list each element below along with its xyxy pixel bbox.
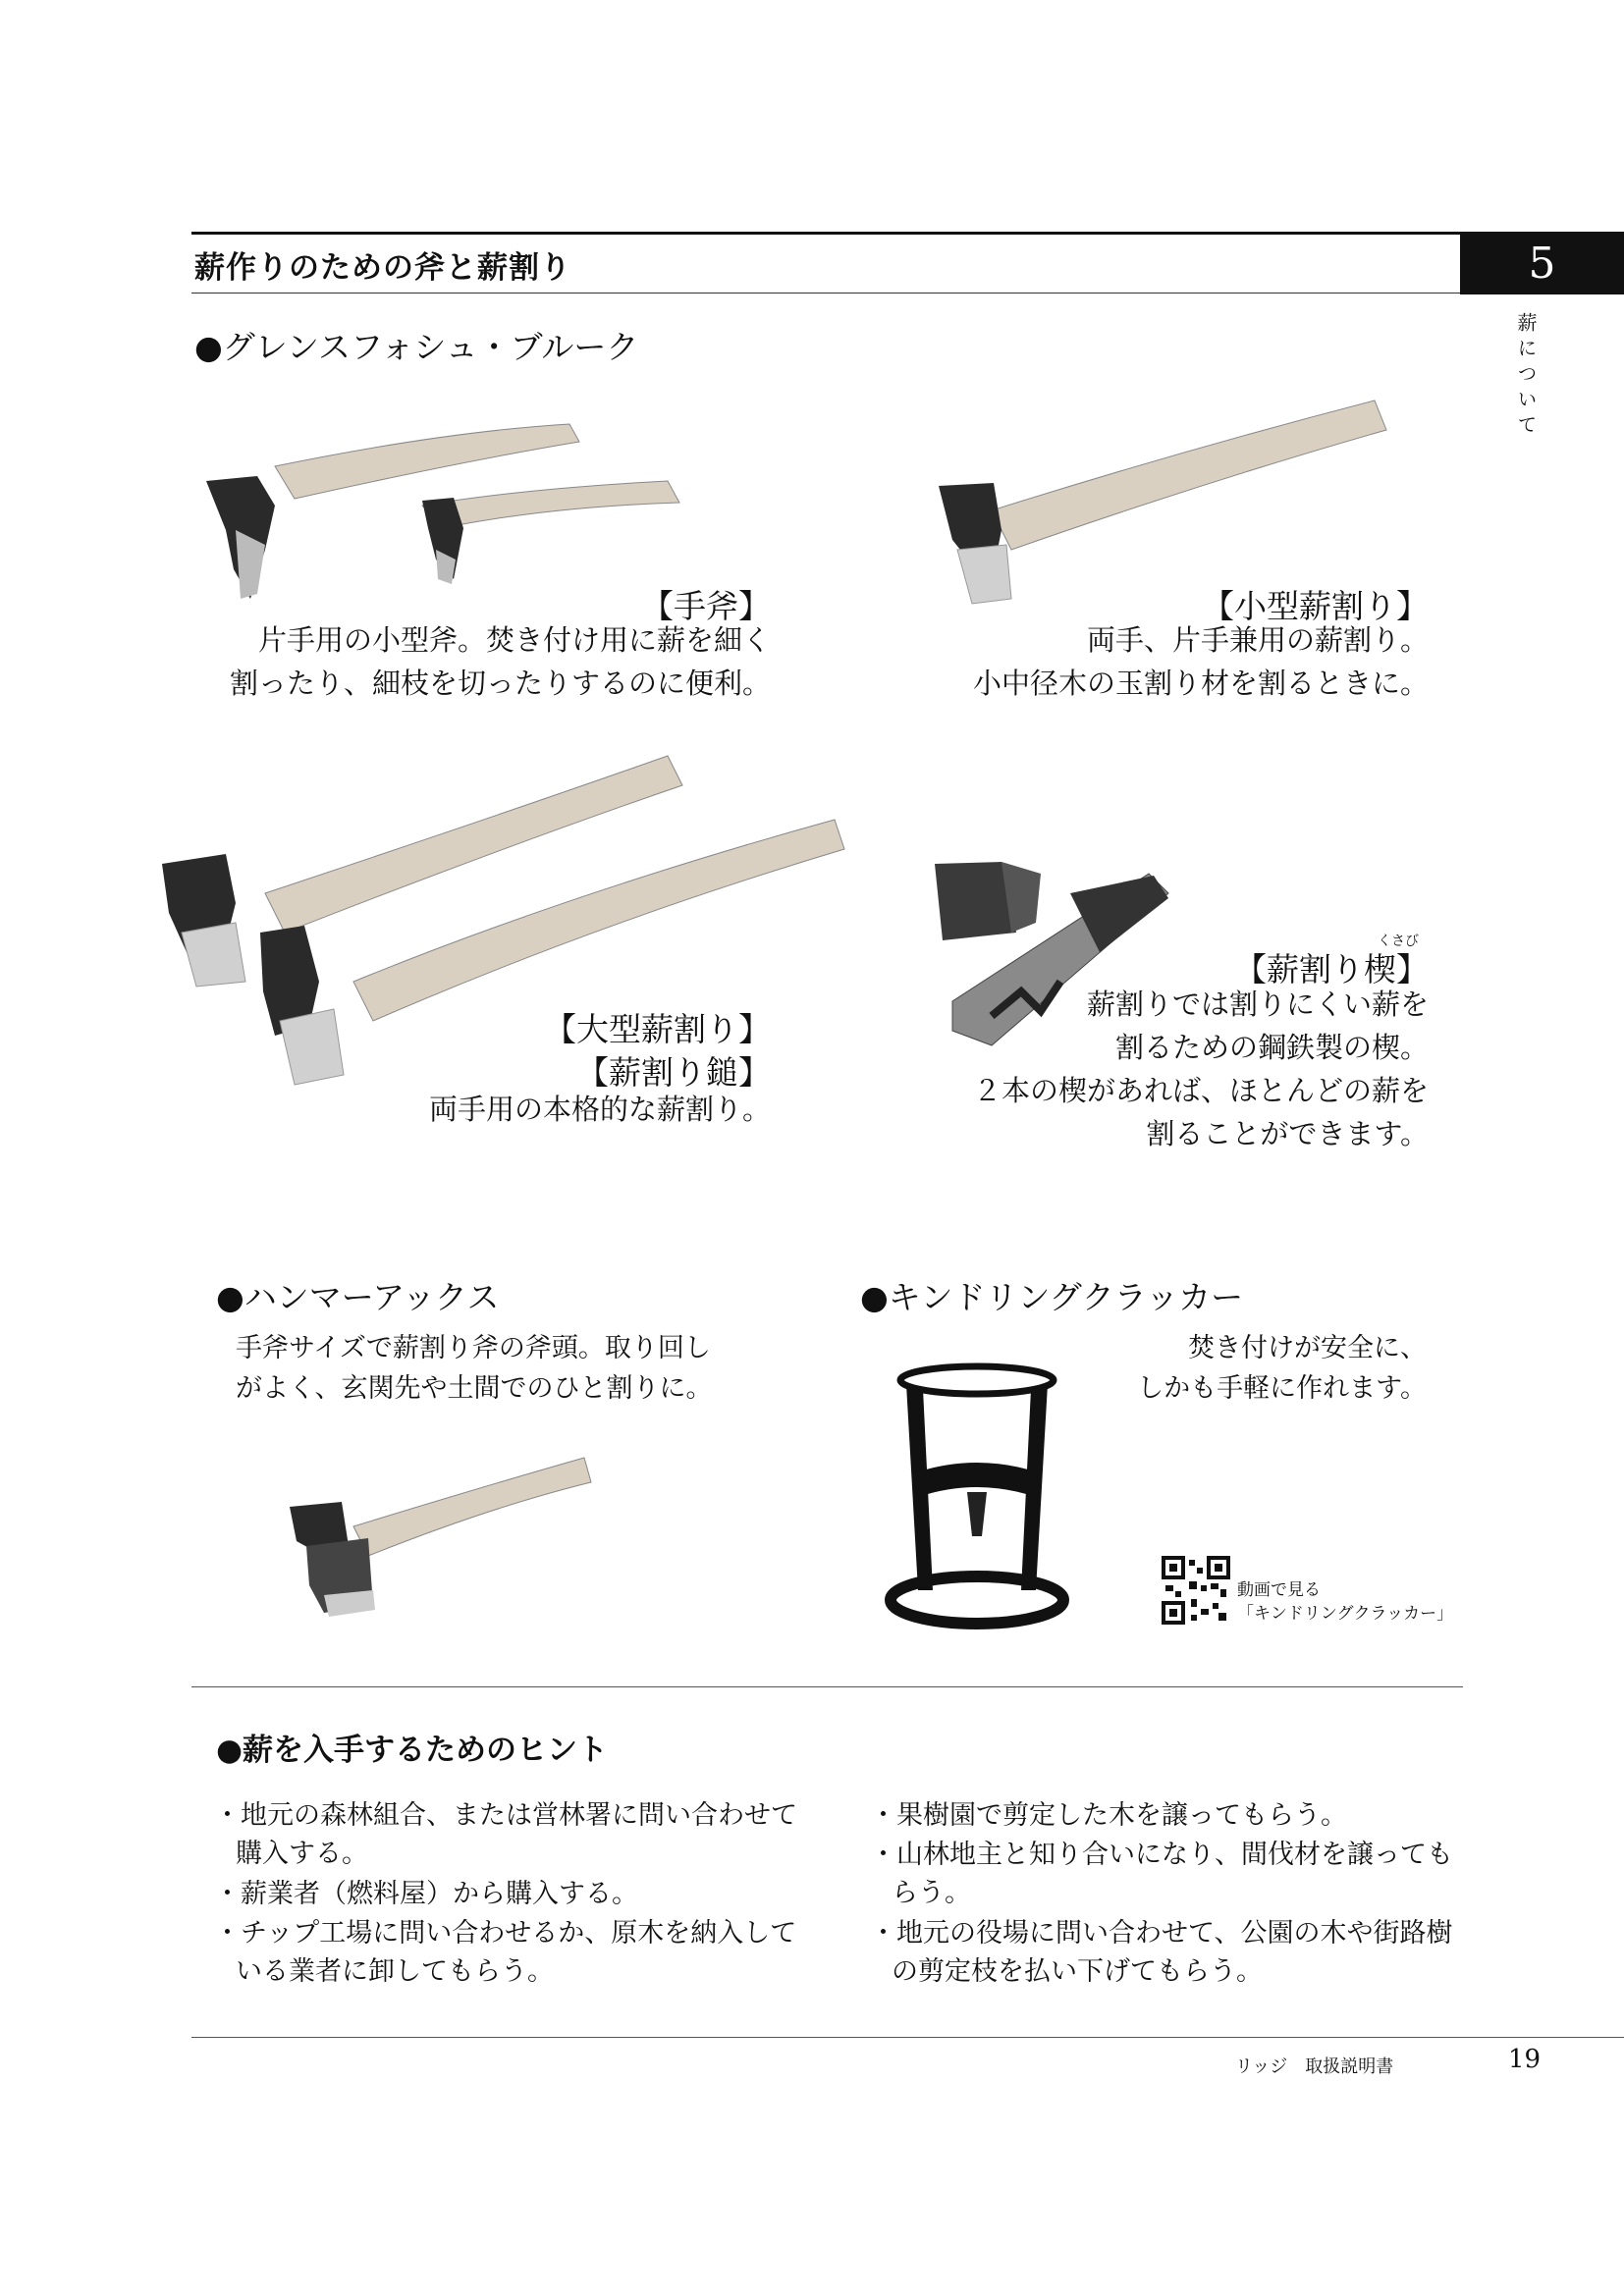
tip-right-3: ・地元の役場に問い合わせて、公園の木や街路樹の剪定枝を払い下げてもらう。: [870, 1918, 1453, 1987]
wedge-desc-3: ２本の楔があれば、ほとんどの薪を: [972, 1074, 1429, 1107]
tip-right-2: ・山林地主と知り合いになり、間伐材を譲ってもらう。: [870, 1840, 1453, 1908]
hammer-axe-desc-1: 手斧サイズで薪割り斧の斧頭。取り回し: [236, 1333, 711, 1363]
tip-left-1: ・地元の森林組合、または営林署に問い合わせて購入する。: [214, 1800, 797, 1869]
section-divider: [191, 1686, 1463, 1687]
small-splitter-desc-2: 小中径木の玉割り材を割るときに。: [972, 667, 1429, 700]
footer-rule: [191, 2037, 1624, 2038]
header-rule: [191, 232, 1586, 235]
tip-left-2: ・薪業者（燃料屋）から購入する。: [214, 1879, 638, 1909]
hammer-axe-image: [285, 1448, 599, 1625]
section-title: 薪作りのための斧と薪割り: [194, 250, 571, 286]
tip-left-3: ・チップ工場に問い合わせるか、原木を納入している業者に卸してもらう。: [214, 1918, 797, 1987]
large-splitter-desc: 両手用の本格的な薪割り。: [428, 1093, 771, 1126]
chapter-number: 5: [1460, 232, 1624, 294]
hand-axe-desc-1: 片手用の小型斧。焚き付け用に薪を細く: [257, 623, 771, 657]
header-underline: [191, 293, 1586, 294]
wedge-ruby: くさび: [1378, 934, 1419, 949]
kindling-cracker-image: [889, 1364, 1065, 1629]
qr-label-2: 「キンドリングクラッカー」: [1237, 1604, 1454, 1624]
kindling-heading: ●キンドリングクラッカー: [860, 1278, 1244, 1316]
hammer-axe-desc-2: がよく、玄関先や土間でのひと割りに。: [236, 1373, 713, 1404]
tips-heading: ●薪を入手するためのヒント: [216, 1733, 609, 1768]
hand-axe-image: [196, 412, 785, 609]
chapter-tab: 薪について: [1514, 312, 1538, 440]
large-splitter-title: 【大型薪割り】: [544, 1010, 771, 1048]
footer-title: リッジ 取扱説明書: [1235, 2056, 1394, 2077]
page-number: 19: [1508, 2045, 1542, 2074]
brand-heading: ●グレンスフォシュ・ブルーク: [194, 328, 639, 366]
tip-right-1: ・果樹園で剪定した木を譲ってもらう。: [870, 1800, 1347, 1831]
kindling-desc-2: しかも手軽に作れます。: [1137, 1373, 1427, 1404]
hand-axe-title: 【手斧】: [641, 587, 771, 625]
qr-label-1: 動画で見る: [1237, 1580, 1321, 1600]
maul-title: 【薪割り鎚】: [576, 1053, 771, 1092]
hand-axe-desc-2: 割ったり、細枝を切ったりするのに便利。: [229, 667, 771, 700]
qr-code-icon[interactable]: [1162, 1556, 1230, 1625]
kindling-desc-1: 焚き付けが安全に、: [1188, 1333, 1427, 1363]
hammer-axe-heading: ●ハンマーアックス: [216, 1278, 500, 1316]
wedge-desc-1: 薪割りでは割りにくい薪を: [1086, 988, 1429, 1021]
wedge-desc-4: 割ることができます。: [1146, 1117, 1429, 1150]
small-splitter-desc-1: 両手、片手兼用の薪割り。: [1086, 623, 1429, 657]
wedge-desc-2: 割るための鋼鉄製の楔。: [1114, 1031, 1429, 1064]
small-splitter-title: 【小型薪割り】: [1202, 587, 1429, 625]
wedge-title: 【薪割り楔】: [1234, 950, 1429, 988]
